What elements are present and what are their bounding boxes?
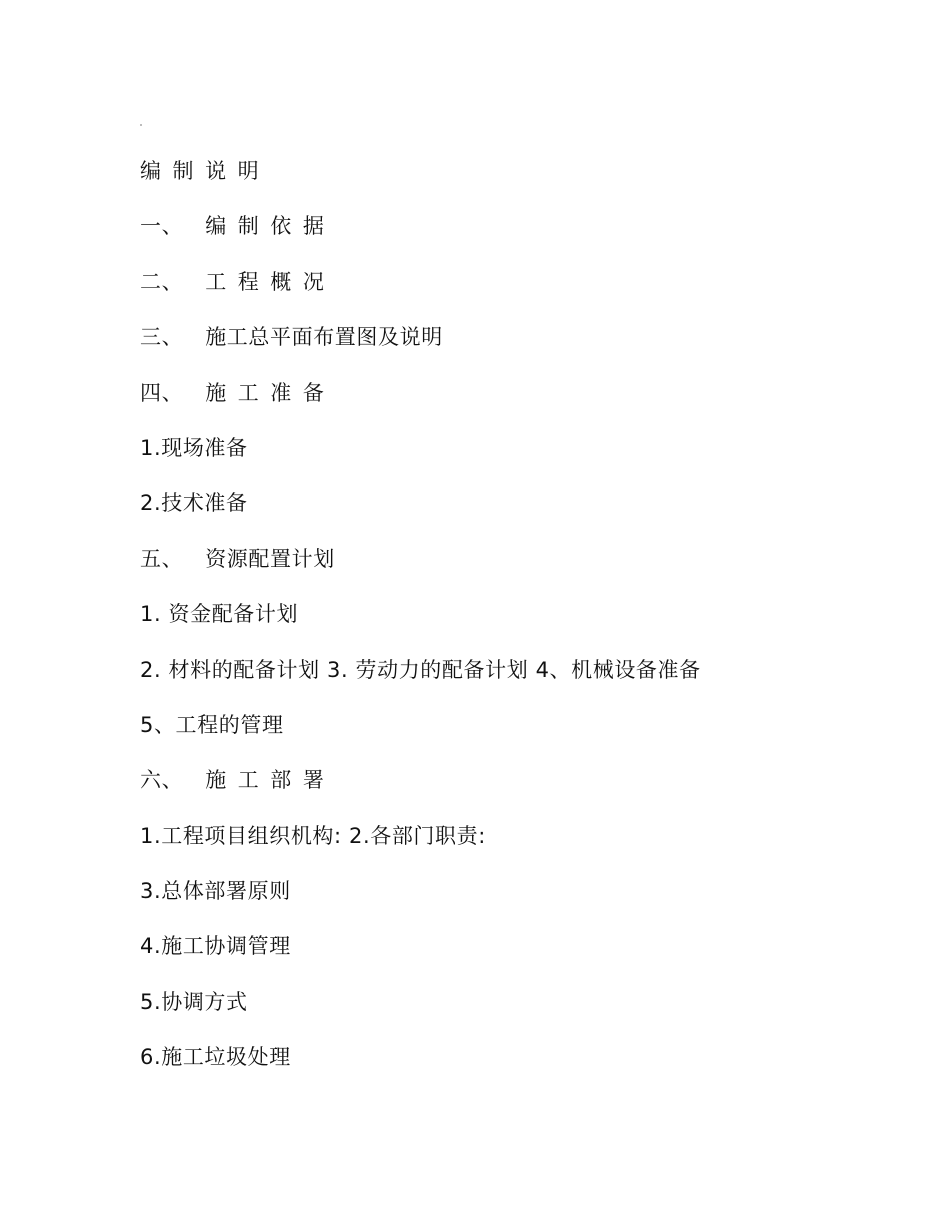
toc-line-section-2 (140, 265, 920, 320)
toc-text: 资源配置计划 (205, 546, 335, 571)
toc-line-6-3 (140, 874, 920, 929)
toc-line-section-5 (140, 542, 920, 597)
toc-text: 施工准备 (205, 380, 336, 405)
toc-text: 5.协调方式 (140, 989, 248, 1014)
section-number: 一、 (140, 214, 184, 239)
toc-text: 4.施工协调管理 (140, 934, 291, 959)
toc-line-6-4 (140, 929, 920, 984)
toc-line-section-1 (140, 209, 920, 264)
toc-line-section-3 (140, 320, 920, 375)
toc-line-5-2-4 (140, 653, 920, 708)
toc-line-preface (140, 154, 920, 209)
table-of-contents (140, 154, 920, 1096)
toc-text: 1.现场准备 (140, 435, 248, 460)
section-number: 二、 (140, 269, 184, 294)
toc-text: 工程概况 (205, 269, 336, 294)
toc-text: 5、工程的管理 (140, 712, 284, 737)
toc-text: 1.工程项目组织机构: 2.各部门职责: (140, 823, 486, 848)
toc-line-6-6 (140, 1040, 920, 1095)
section-number: 四、 (140, 380, 184, 405)
toc-line-5-1 (140, 597, 920, 652)
section-number: 六、 (140, 768, 184, 793)
toc-line-4-2 (140, 486, 920, 541)
section-number: 五、 (140, 546, 184, 571)
page-mark (140, 124, 142, 126)
toc-text: 2. 材料的配备计划 3. 劳动力的配备计划 4、机械设备准备 (140, 657, 701, 682)
toc-text: 编制依据 (205, 214, 336, 239)
toc-line-6-5 (140, 985, 920, 1040)
toc-line-5-5 (140, 708, 920, 763)
toc-text: 施工部署 (205, 768, 336, 793)
toc-text: 2.技术准备 (140, 491, 248, 516)
toc-line-section-4 (140, 376, 920, 431)
toc-text: 6.施工垃圾处理 (140, 1045, 291, 1070)
toc-text: 1. 资金配备计划 (140, 602, 299, 627)
section-number: 三、 (140, 325, 184, 350)
toc-line-4-1 (140, 431, 920, 486)
toc-text: 施工总平面布置图及说明 (205, 325, 443, 350)
toc-line-section-6 (140, 763, 920, 818)
toc-text: 编制说明 (140, 159, 271, 183)
toc-text: 3.总体部署原则 (140, 879, 291, 904)
toc-line-6-1-2 (140, 819, 920, 874)
